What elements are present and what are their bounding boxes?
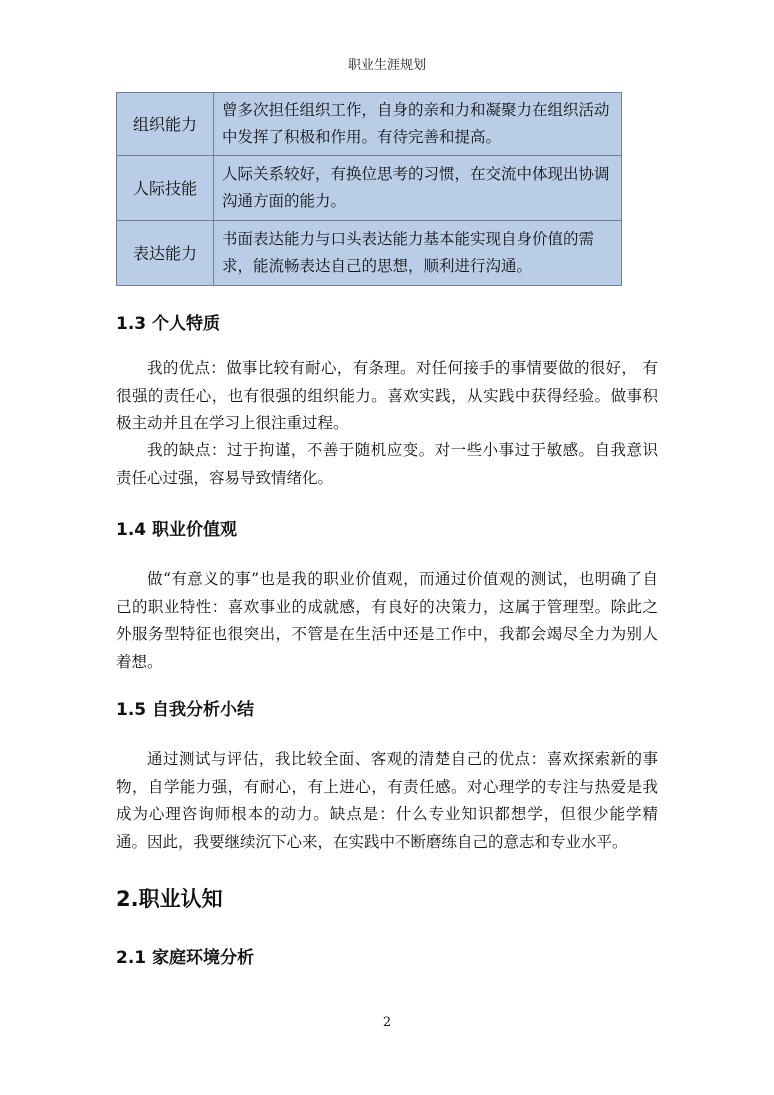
running-header: 职业生涯规划 (347, 58, 426, 73)
page-number: 2 (382, 1015, 392, 1030)
section-heading-self-analysis-summary: 1.5 自我分析小结 (116, 700, 255, 720)
section-heading-personal-traits: 1.3 个人特质 (116, 314, 221, 334)
ability-description: 书面表达能力与口头表达能力基本能实现自身价值的需求，能流畅表达自己的思想，顺利进行沟通。 (214, 221, 622, 286)
ability-label: 人际技能 (117, 156, 214, 221)
ability-label: 表达能力 (117, 221, 214, 286)
section-heading-career-values: 1.4 职业价值观 (116, 520, 238, 540)
section-heading-family-environment: 2.1 家庭环境分析 (116, 948, 255, 968)
table-row (117, 221, 622, 286)
chapter-heading-career-cognition: 2.职业认知 (116, 887, 223, 911)
ability-description: 人际关系较好，有换位思考的习惯，在交流中体现出协调沟通方面的能力。 (214, 156, 622, 221)
paragraph-weaknesses: 我的缺点：过于拘谨，不善于随机应变。对一些小事过于敏感。自我意识责任心过强，容易导致情绪化。 (116, 441, 658, 487)
ability-label: 组织能力 (117, 93, 214, 156)
paragraph-career-values: 做“有意义的事”也是我的职业价值观，而通过价值观的测试，也明确了自己的职业特性：喜欢事业的成就感，有良好的决策力，这属于管理型。除此之外服务型特征也很突出，不管是在生活中还是工作中，我都会竭尽全力为别人着想。 (116, 570, 658, 671)
paragraph-strengths: 我的优点：做事比较有耐心，有条理。对任何接手的事情要做的很好， 有很强的责任心，也有很强的组织能力。喜欢实践，从实践中获得经验。做事积极主动并且在学习上很注重过程。 (116, 359, 658, 432)
paragraph-self-analysis-summary: 通过测试与评估，我比较全面、客观的清楚自己的优点：喜欢探索新的事物，自学能力强，有耐心，有上进心，有责任感。对心理学的专注与热爱是我成为心理咨询师根本的动力。缺点是：什么专业知识都想学，但很少能学精通。因此，我要继续沉下心来，在实践中不断磨练自己的意志和专业水平。 (116, 750, 658, 851)
table-row (117, 93, 622, 156)
ability-description: 曾多次担任组织工作，自身的亲和力和凝聚力在组织活动中发挥了积极和作用。有待完善和提高。 (214, 93, 622, 156)
ability-table (116, 92, 622, 286)
table-row (117, 156, 622, 221)
